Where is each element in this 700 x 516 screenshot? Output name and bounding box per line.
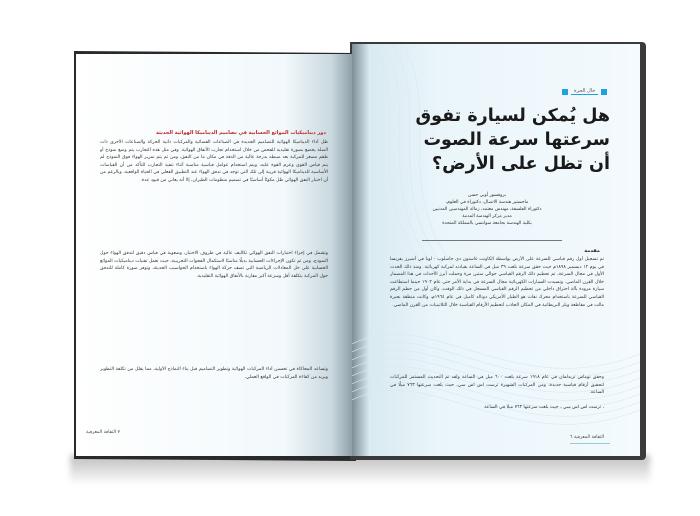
right-page-footer: الثقافة المعرفية ٦ xyxy=(570,435,604,440)
right-paragraph-2: وحقق توماس تريدلمان في عام ١٩١٨ سرعة بلغت ٦٠٠ ميل في الساعة ولقد تم التحديث المستمر للمركبات لتحقيق أرقام قياسية جديدة، ومن المركبات الشهيرة ثرست اس اس سي، حيث بلغت سرعتها ٧٦٣ ميلًا في الساعة. xyxy=(390,375,604,396)
left-page xyxy=(76,54,354,456)
right-paragraph-1: تم تسجيل أول رقم قياسي للسرعة على الأرض بواسطة الكاونت غاستون دي جاسلوب - لوبا في أشيرز بفرنسا في يوم ١٢ ديسمبر ١٨٩٨م حيث حقق سرعة بلغت ٣٩ ميل في الساعة بقيادته لمركبة كهربائية. ومنذ ذلك الحدث الأول في مجال السرعة، تم تحطيم ذلك الرقم القياسي حوالي ستين مرة وحملت أبرز الأحداث في هذا المضمار خلال القرن الماضي. وتسيدت السيارات الكهربائية مجال السرعة في بداية الأمر حتى عام ١٩٠٢ حينما استطاعت سيارة مزودة بآلة احتراق داخلي من تحطيم الرقم القياسي المسجل في ذلك الوقت، وكان أول من حطم الرقم القياسي للسرعة باستخدام محرك نفاث هو الطيار الأمريكي دونالد كامبل في عام ١٩٦٤م، وكانت منطقة بحيرة مالت في مقاطعة ويلز البريطانية في المكان الجاذب لتحطيم الأرقام القياسية خلال الثلاثينيات من القرن الماضي. xyxy=(390,257,604,308)
article-headline xyxy=(415,104,610,176)
blue-square-icon xyxy=(601,89,607,95)
left-paragraph-1: ظل أداء الديناميكا الهوائية للتصاميم الجديدة في الصناعات الفضائية والمركبات ذاتية الحركة والصناعات الأخرى ذات الصلة يخضع بصورة تقليدية للفحص من خلال استخدام تجارب الأنفاق الهوائية. وفي مثل هذه التجارب يتم وضع نموذج أو طقم مصغر للمركبة بعد ضبطه بدرجة عالية من الدقة في مكان ما من النفق، ومن ثم يتم تمرير الهواء فوق النموذج لم يتم قياس القوى وعزم القوة عليه، ويتم استخدام عوامل قياسية مناسبة أثناء تنفيذ التجارب للتأكد من أن القياسات الأساسية للديناميكا الهوائية قريبة إلى تلك التي توجد في تدفق الهواء عند التطبيق الفعلي في الحياة الواقعية، وبالرغم من أن اختبار النفق الهوائي ظل مكونًا أساسيًا في تصميم منظومات الطيران، إلا أنه يعاني من قيود عدة. xyxy=(100,140,328,183)
headline-line-2: سرعتها سرعة الصوت xyxy=(423,130,610,150)
section-tag xyxy=(562,88,607,95)
intro-label: مقدمة xyxy=(584,248,600,254)
headline-line-1: هل يُمكن لسيارة تفوق xyxy=(415,106,610,126)
byline-line: بروفسور أوبي حسن xyxy=(467,193,507,198)
footer-rule xyxy=(570,443,610,444)
byline-divider xyxy=(422,240,562,241)
author-byline xyxy=(412,192,562,227)
byline-line: بكلية الهندسة بجامعة سوانسي بالمملكة المتحدة xyxy=(442,221,532,226)
left-paragraph-2: وتشمل في إجراء اختبارات النفق الهوائي تكاليف عالية في ظروف الاختبار، وصعوبة في قياس دقيق لتدفق الهواء حول النموذج، ومن ثم تكون الإجراءات الحسابية بديلًا مناسبًا لاستكمال الفجوات التجريبية، حيث تعمل تقنيات ديناميكيات الموائع الحسابية على حل المعادلات الرياضية التي تصف حركة الهواء باستخدام الحواسيب الحديثة، وتوفر صورة كاملة للتدفق حول المركبة بتكلفة أقل وسرعة أكبر مقارنة بالأنفاق الهوائية التقليدية. xyxy=(100,251,328,279)
right-page xyxy=(352,44,640,456)
left-paragraph-3: وتساعد المحاكاة في تحسين أداء المركبات الهوائية وتطوير التصاميم قبل بناء النماذج الأولية، مما يقلل من تكلفة التطوير ويزيد من كفاءة المركبات في الواقع العملي. xyxy=(100,367,328,380)
section-tag-label: خال الحرة xyxy=(571,88,598,95)
right-last-line: ، ثرست اس اس سي ، حيث بلغت سرعتها ٧٦٣ ميلًا في الساعة xyxy=(484,405,604,410)
byline-line: دكتوراة الفلسفة، مهندس معتمد، زمالة المهندسين المدنيين xyxy=(432,207,542,212)
left-page-footer: ٧ الثقافة المعرفية xyxy=(86,430,120,435)
blue-square-icon xyxy=(562,89,568,95)
byline-line: مدير مركز الهندسة المدنية xyxy=(462,214,512,219)
headline-line-3: أن تظل على الأرض؟ xyxy=(431,154,610,174)
byline-line: ماجستير هندسة الاتصال، دكتوراة في العلوم، xyxy=(445,200,529,205)
left-subheading: دور ديناميكيات الموائع الحسابية في تصاميم الديناميكا الهوائية الحديثة xyxy=(155,130,326,136)
